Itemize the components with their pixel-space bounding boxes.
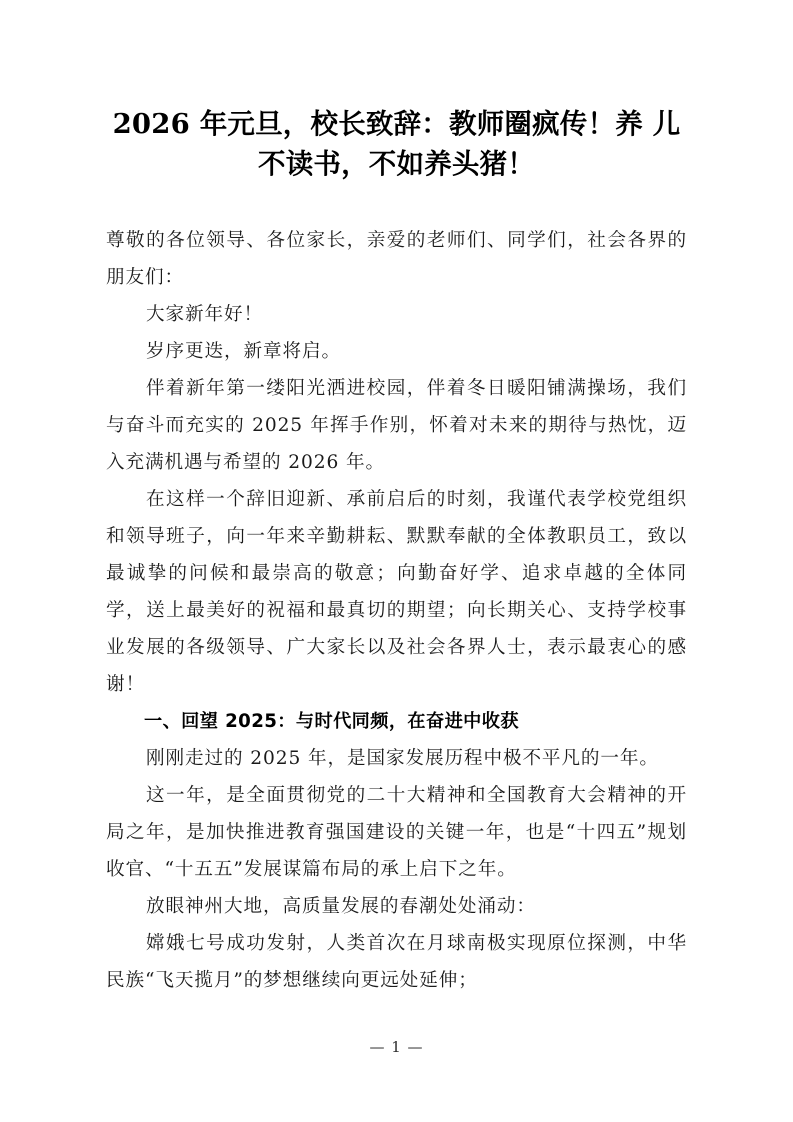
- paragraph-salutation: 尊敬的各位领导、各位家长，亲爱的老师们、同学们，社会各界的朋友们：: [106, 230, 687, 288]
- page-title: [106, 104, 687, 184]
- section-heading-review-2025: 一、回望 2025：与时代同频，在奋进中收获: [144, 711, 519, 732]
- paragraph-greeting: 大家新年好！: [146, 304, 263, 325]
- paragraph-thanks: 在这样一个辞旧迎新、承前启后的时刻，我谨代表学校党组织和领导班子，向一年来辛勤耕耘、默默奉献的全体教职员工，致以最诚挚的问候和最崇高的敬意；向勤奋好学、追求卓越的全体同学，送上最美好的祝福和最真切的期望；向长期关心、支持学校事业发展的各级领导、广大家长以及社会各界人士，表示最衷心的感谢！: [106, 489, 687, 695]
- page-number-footer: — 1 —: [369, 1038, 424, 1056]
- paragraph-spring-tide: 放眼神州大地，高质量发展的春潮处处涌动：: [146, 896, 536, 917]
- document-content: [106, 104, 687, 999]
- paragraph-extraordinary-year: 刚刚走过的 2025 年，是国家发展历程中极不平凡的一年。: [146, 748, 659, 769]
- paragraph-plan-periods: 这一年，是全面贯彻党的二十大精神和全国教育大会精神的开局之年，是加快推进教育强国建设的关键一年，也是“十四五”规划收官、“十五五”发展谋篇布局的承上启下之年。: [106, 785, 687, 880]
- paragraph-change-seven: 嫦娥七号成功发射，人类首次在月球南极实现原位探测，中华民族“飞天揽月”的梦想继续向更远处延伸；: [106, 933, 687, 991]
- paragraph-new-chapter: 岁序更迭，新章将启。: [146, 341, 341, 362]
- page-title-line-2: 儿不读书，不如养头猪！: [258, 108, 681, 180]
- paragraph-new-year-sunlight: 伴着新年第一缕阳光洒进校园，伴着冬日暖阳铺满操场，我们与奋斗而充实的 2025 年挥手作别，怀着对未来的期待与热忱，迈入充满机遇与希望的 2026 年。: [106, 378, 687, 473]
- page-title-line-1: 2026 年元旦，校长致辞：教师圈疯传！养: [112, 108, 643, 140]
- document-body: [106, 222, 687, 999]
